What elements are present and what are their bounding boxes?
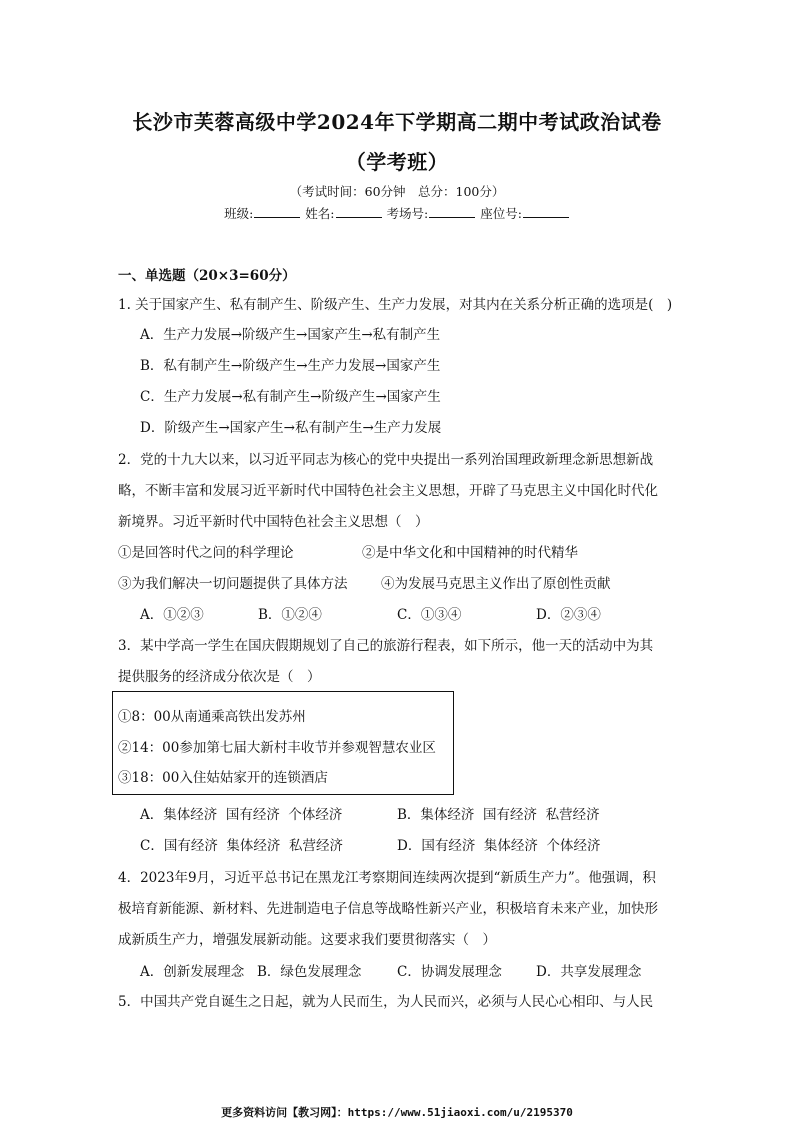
schedule-item-3: ③18：00入住姑姑家开的连锁酒店 bbox=[118, 770, 328, 786]
q2-option-d: D．②③④ bbox=[536, 607, 601, 623]
q3-option-b: B．集体经济 国有经济 私营经济 bbox=[397, 807, 600, 823]
q2-option-b: B．①②④ bbox=[258, 607, 322, 623]
q4-option-c: C．协调发展理念 bbox=[397, 964, 502, 980]
q4-option-b: B．绿色发展理念 bbox=[257, 964, 362, 980]
exam-title: 长沙市芙蓉高级中学2024年下学期高二期中考试政治试卷 bbox=[132, 110, 662, 134]
name-blank bbox=[336, 205, 382, 218]
q5-stem-line1: 5．中国共产党自诞生之日起，就为人民而生，为人民而兴，必须与人民心心相印、与人民 bbox=[118, 994, 654, 1010]
q2-option-c: C．①③④ bbox=[397, 607, 462, 623]
q2-item-3: ③为我们解决一切问题提供了具体方法 bbox=[118, 576, 348, 592]
room-blank bbox=[429, 205, 475, 218]
q4-option-d: D．共享发展理念 bbox=[536, 964, 642, 980]
q3-option-c: C．国有经济 集体经济 私营经济 bbox=[140, 838, 343, 854]
q3-stem-line2: 提供服务的经济成分依次是（ ） bbox=[118, 669, 321, 685]
q2-option-a: A．①②③ bbox=[140, 607, 204, 623]
q1-stem: 1. 关于国家产生、私有制产生、阶级产生、生产力发展，对其内在关系分析正确的选项是( ) bbox=[118, 297, 673, 313]
exam-info: （考试时间：60分钟 总分：100分） bbox=[289, 184, 505, 199]
q3-option-a: A．集体经济 国有经济 个体经济 bbox=[140, 807, 343, 823]
seat-label: 座位号: bbox=[480, 206, 522, 221]
exam-subtitle: （学考班） bbox=[345, 150, 449, 174]
q4-option-a: A．创新发展理念 bbox=[140, 964, 245, 980]
footer-link-text: 更多资料访问【教习网】：https://www.51jiaoxi.com/u/2195370 bbox=[221, 1106, 573, 1119]
q1-option-c: C．生产力发展→私有制产生→阶级产生→国家产生 bbox=[140, 389, 441, 405]
q2-item-2: ②是中华文化和中国精神的时代精华 bbox=[362, 545, 578, 561]
q1-option-d: D．阶级产生→国家产生→私有制产生→生产力发展 bbox=[140, 420, 442, 436]
q4-stem-line2: 极培育新能源、新材料、先进制造电子信息等战略性新兴产业，积极培育未来产业，加快形 bbox=[118, 901, 658, 917]
schedule-item-1: ①8：00从南通乘高铁出发苏州 bbox=[118, 709, 306, 725]
q1-option-b: B．私有制产生→阶级产生→生产力发展→国家产生 bbox=[140, 358, 441, 374]
section-heading: 一、单选题（20×3=60分） bbox=[118, 268, 296, 284]
schedule-item-2: ②14：00参加第七届大新村丰收节并参观智慧农业区 bbox=[118, 740, 436, 756]
q4-stem-line1: 4．2023年9月，习近平总书记在黑龙江考察期间连续两次提到“新质生产力”。他强调，积 bbox=[118, 870, 656, 886]
student-fields bbox=[0, 204, 794, 222]
class-label: 班级: bbox=[224, 206, 254, 221]
q2-item-1: ①是回答时代之问的科学理论 bbox=[118, 545, 294, 561]
q4-stem-line3: 成新质生产力，增强发展新动能。这要求我们要贯彻落实（ ） bbox=[118, 932, 496, 948]
q2-item-4: ④为发展马克思主义作出了原创性贡献 bbox=[381, 576, 611, 592]
q2-stem-line3: 新境界。习近平新时代中国特色社会主义思想（ ） bbox=[118, 514, 429, 530]
class-blank bbox=[254, 205, 300, 218]
name-label: 姓名: bbox=[305, 206, 335, 221]
q3-stem-line1: 3．某中学高一学生在国庆假期规划了自己的旅游行程表，如下所示，他一天的活动中为其 bbox=[118, 638, 654, 654]
q1-option-a: A．生产力发展→阶级产生→国家产生→私有制产生 bbox=[140, 327, 441, 343]
q3-option-d: D．国有经济 集体经济 个体经济 bbox=[397, 838, 601, 854]
q2-stem-line1: 2．党的十九大以来，以习近平同志为核心的党中央提出一系列治国理政新理念新思想新战 bbox=[118, 452, 654, 468]
q2-stem-line2: 略，不断丰富和发展习近平新时代中国特色社会主义思想，开辟了马克思主义中国化时代化 bbox=[118, 483, 658, 499]
room-label: 考场号: bbox=[386, 206, 429, 221]
seat-blank bbox=[523, 205, 569, 218]
